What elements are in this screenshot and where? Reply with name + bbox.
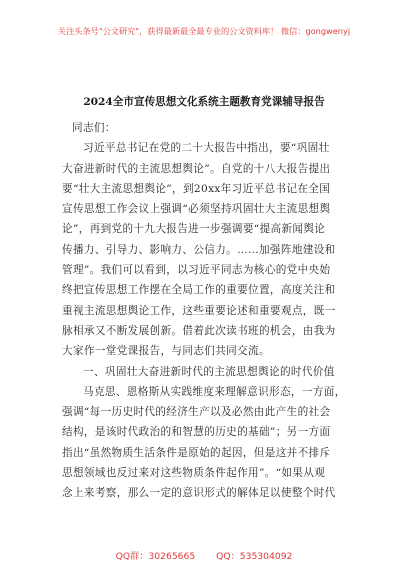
paragraph-line: 结构，是该时代政治的和智慧的历史的基础”；另一方面 <box>62 426 331 439</box>
document-title: 2024全市宣传思想文化系统主题教育党课辅导报告 <box>83 96 325 108</box>
paragraph-line: 管理”。我们可以看到，以习近平同志为核心的党中央始 <box>62 264 331 277</box>
header-banner: 关注头条号"公文研究"，获得最新最全最专业的公文资料库！ 微信：gongwenyj <box>57 26 351 36</box>
footer-qq: QQ：535304092 <box>216 551 293 562</box>
paragraph-line: 重视主流思想舆论工作，这些重要论述和重要观点，既一 <box>62 304 336 317</box>
paragraph-line: 大奋进新时代的主流思想舆论”。自党的十八大报告提出 <box>62 162 331 175</box>
footer-contacts <box>0 548 408 562</box>
paragraph-line: 传播力、引导力、影响力、公信力。……加强阵地建设和 <box>62 243 336 256</box>
paragraph-line: 指出“虽然物质生活条件是原始的起因，但是这并不排斥 <box>62 446 331 459</box>
paragraph-line: 论”，再到党的十九大报告进一步强调要“提高新闻舆论 <box>62 223 326 236</box>
paragraph-line: 习近平总书记在党的二十大报告中指出，要“巩固壮 <box>83 142 330 155</box>
section-heading: 一、巩固壮大奋进新时代的主流思想舆论的时代价值 <box>83 365 335 378</box>
paragraph-line: 要“壮大主流思想舆论”，到20xx年习近平总书记在全国 <box>62 182 331 195</box>
paragraph-line: 强调“每一历史时代的经济生产以及必然由此产生的社会 <box>62 406 331 419</box>
paragraph-line: 宣传思想工作会议上强调“必须坚持巩固壮大主流思想舆 <box>62 203 331 216</box>
paragraph-line: 大家作一堂党课报告，与同志们共同交流。 <box>62 345 270 358</box>
salutation-line: 同志们： <box>72 122 116 134</box>
paragraph-line: 念上来考察，那么一定的意识形式的解体足以使整个时代 <box>62 487 336 500</box>
document-body <box>62 118 360 504</box>
paragraph-line: 终把宣传思想工作摆在全局工作的重要位置，高度关注和 <box>62 284 336 297</box>
paragraph-line: 思想领域也反过来对这些物质条件起作用”。“如果从观 <box>62 467 326 480</box>
paragraph-line: 马克思、恩格斯从实践维度来理解意识形态，一方面， <box>83 385 346 398</box>
paragraph-line: 脉相承又不断发展创新。借着此次读书班的机会，由我为 <box>62 324 336 337</box>
footer-qq-group: QQ群：30265665 <box>115 551 196 562</box>
